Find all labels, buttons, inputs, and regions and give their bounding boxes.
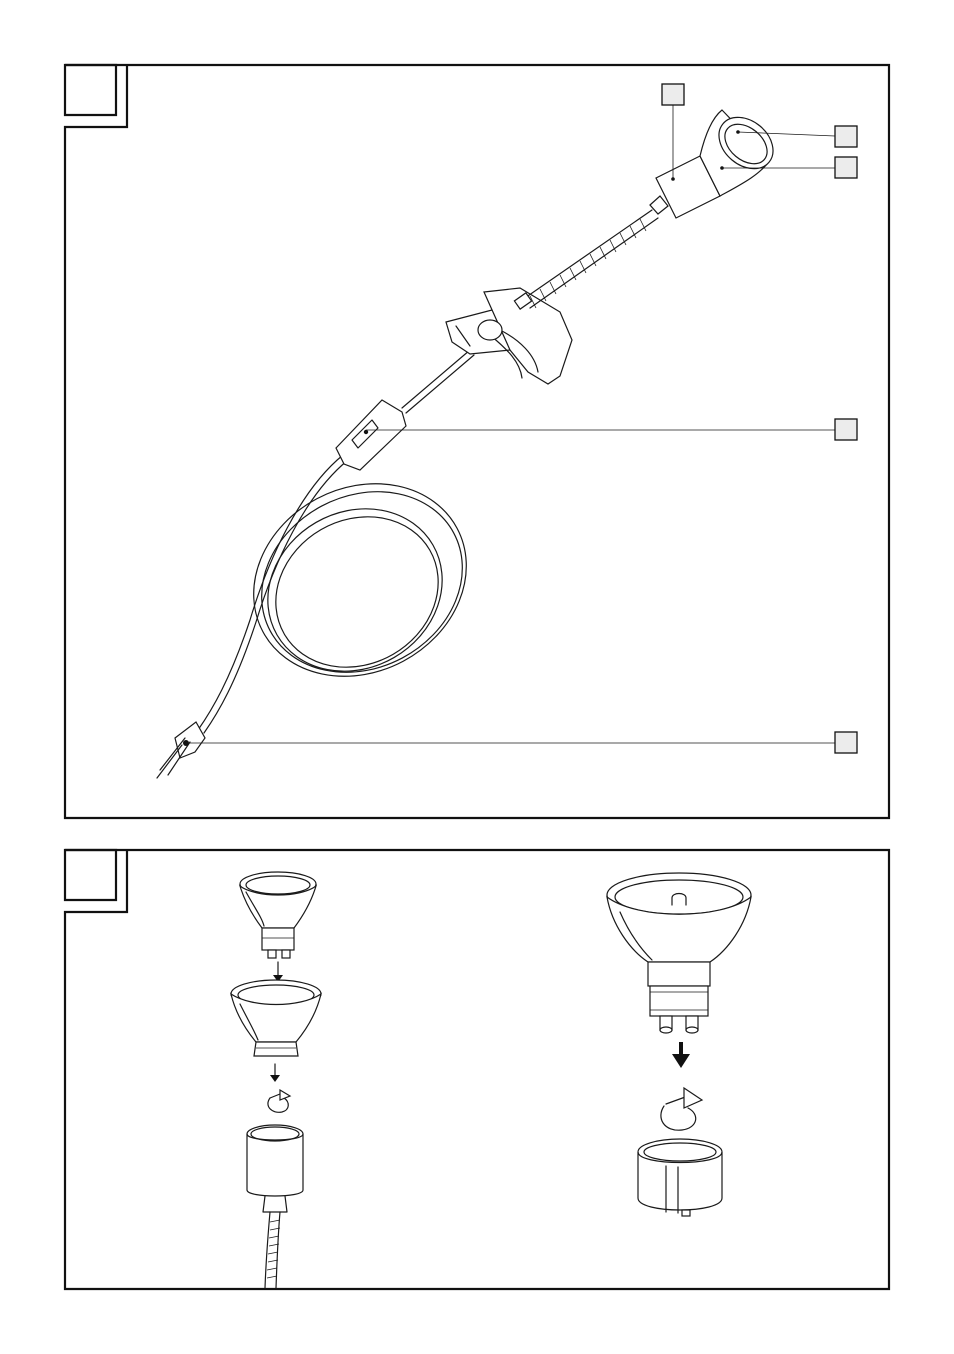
rotate-arrow-icon — [661, 1088, 702, 1130]
callout-lamp-holder — [662, 84, 684, 179]
callout-cord-switch — [366, 419, 857, 440]
lamp-holder-socket — [638, 1139, 722, 1216]
figure-2-panel — [65, 850, 889, 1289]
figure-2-number-tab — [65, 850, 116, 900]
power-cord — [198, 350, 500, 733]
down-arrow-icon — [672, 1042, 690, 1068]
figure-1-panel — [65, 65, 889, 818]
cord-switch — [336, 400, 406, 470]
gu10-bulb-large — [607, 873, 751, 1033]
down-arrow-icon — [273, 962, 283, 982]
gooseneck-arm — [514, 210, 658, 309]
callout-mains-plug — [186, 732, 857, 753]
gu10-bulb-small — [240, 872, 316, 958]
lamp-reflector-cup — [231, 980, 321, 1056]
mains-plug — [157, 722, 205, 778]
figure-1-number-tab — [65, 65, 116, 115]
gooseneck-arm — [265, 1212, 280, 1288]
clamp — [446, 288, 572, 384]
figure-1-frame — [65, 65, 889, 818]
figure-2-frame — [65, 850, 889, 1289]
down-arrow-icon — [270, 1064, 280, 1082]
lamp-head — [650, 107, 783, 218]
lamp-holder-sleeve — [247, 1125, 303, 1212]
rotate-arrow-icon — [268, 1090, 290, 1112]
